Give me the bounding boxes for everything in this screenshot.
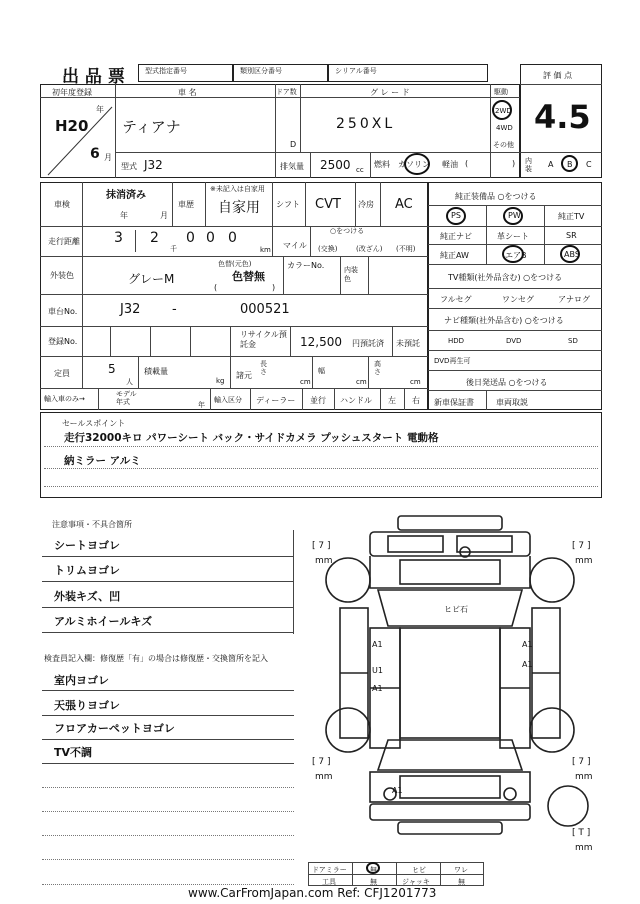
- equip-ps: PS: [451, 211, 461, 220]
- tools-label: 工具: [322, 878, 336, 886]
- dvd-player: DVD再生可: [434, 357, 471, 365]
- equip-airbag: エアB: [505, 251, 527, 260]
- note-item-2: トリムヨゴレ: [54, 564, 120, 577]
- navi-dvd: DVD: [506, 337, 522, 345]
- mileage-digit-3: 0: [186, 230, 195, 246]
- interior-a: A: [548, 160, 554, 169]
- length-label: 長さ: [260, 360, 267, 376]
- steering-right: 右: [412, 396, 420, 405]
- mile-label: マイル: [283, 241, 307, 250]
- person-unit: 人: [126, 378, 133, 386]
- year-unit: 年: [96, 105, 104, 114]
- km-unit: km: [260, 246, 271, 254]
- mileage-digit-1: 3: [114, 230, 123, 246]
- capacity-value: 5: [108, 362, 116, 376]
- shift-value: CVT: [315, 197, 341, 212]
- original-color-label: 色替(元色): [218, 260, 252, 268]
- tools-value: 無: [370, 878, 377, 886]
- tread-front-left: [ 7 ]: [312, 541, 331, 551]
- original-color: 色替無: [232, 270, 265, 283]
- inspector-item-2: 天張りヨゴレ: [54, 699, 120, 712]
- model-year-label: モデル年式: [116, 390, 137, 406]
- manual: 車両取説: [496, 398, 528, 407]
- drive-2wd: 2WD: [495, 107, 512, 115]
- doors-label: ドア数: [276, 88, 297, 96]
- model-year-unit: 年: [198, 401, 205, 409]
- tv-fullseg: フルセグ: [440, 295, 472, 304]
- door-mirror-circle: [366, 862, 380, 874]
- displacement-value: 2500: [320, 158, 351, 172]
- equip-pw-circle: [503, 207, 523, 225]
- jack-value: 無: [458, 878, 465, 886]
- tv-analog: アナログ: [558, 295, 590, 304]
- model-designation-label: 型式指定番号: [145, 67, 187, 75]
- damage-mark-3: A1: [522, 660, 533, 669]
- tread-front-left-unit: mm: [315, 556, 333, 566]
- fuel-diesel: 軽油: [442, 160, 458, 169]
- tread-rear-left-unit: mm: [315, 772, 333, 782]
- recycle-unit: 円預託済: [352, 339, 384, 348]
- recycle-label: リサイクル預託金: [240, 330, 287, 349]
- door-mirror-label: ドアミラー: [312, 866, 347, 874]
- crack-label: ヒビ: [412, 866, 426, 874]
- steering-left: 左: [388, 396, 396, 405]
- displacement-label: 排気量: [280, 162, 304, 171]
- tread-spare: [ T ]: [572, 828, 591, 838]
- import-type-label: 輸入区分: [214, 396, 242, 404]
- equip-abs-circle: [560, 245, 580, 263]
- warranty: 新車保証書: [434, 398, 474, 407]
- odo-altered: (改ざん): [356, 245, 383, 253]
- mileage-digit-5: 0: [228, 230, 237, 246]
- car-name-label: 車 名: [178, 88, 197, 97]
- inspector-item-1: 室内ヨゴレ: [54, 674, 109, 687]
- inspection-year: 年: [120, 211, 128, 220]
- month-unit: 月: [104, 153, 112, 162]
- height-cm: cm: [410, 378, 421, 386]
- parallel-option: 並行: [310, 396, 326, 405]
- mileage-label: 走行距離: [48, 237, 80, 246]
- fuel-other-close: ): [512, 159, 516, 168]
- chassis-label: 車台No.: [48, 307, 78, 316]
- note-item-4: アルミホイールキズ: [54, 615, 153, 628]
- chassis-dash: -: [172, 302, 177, 317]
- interior-c: C: [586, 160, 592, 169]
- equip-navi: 純正ナビ: [440, 232, 472, 241]
- inspector-item-4: TV不調: [54, 746, 93, 759]
- equip-airbag-circle: [502, 245, 524, 263]
- first-reg-year: H20: [55, 117, 89, 135]
- inspector-label: 検査員記入欄：修復歴「有」の場合は修復歴・交換箇所を記入: [44, 654, 268, 663]
- selling-point-line-1: 走行32000キロ パワーシート バック・サイドカメラ プッシュスタート 電動格: [64, 432, 439, 444]
- usage-note: ※未記入は自家用: [210, 185, 265, 193]
- height-label: 高さ: [374, 360, 381, 376]
- selling-points-label: セールスポイント: [62, 419, 126, 428]
- score-label: 評 価 点: [543, 71, 573, 80]
- watermark: www.CarFromJapan.com Ref: CFJ1201773: [188, 886, 437, 900]
- shift-label: シフト: [276, 200, 300, 209]
- exterior-color: グレーM: [128, 272, 175, 286]
- kg-unit: kg: [216, 377, 225, 385]
- damage-mark-4: A1: [392, 786, 403, 795]
- ac-value: AC: [395, 197, 413, 212]
- interior-b: B: [567, 160, 573, 169]
- jack-label: ジャッキ: [402, 878, 430, 886]
- grade-label: グ レ ー ド: [370, 88, 410, 97]
- capacity-label: 定員: [54, 369, 70, 378]
- odo-circle-note: ○をつける: [330, 227, 365, 235]
- equip-leather: 革シート: [497, 232, 529, 241]
- tv-type-title: TV種類(社外品含む) ○をつける: [448, 273, 563, 282]
- width-cm: cm: [356, 378, 367, 386]
- model-value: J32: [144, 158, 163, 172]
- selling-point-line-2: 納ミラー アルミ: [64, 455, 141, 467]
- tread-front-right: [ 7 ]: [572, 541, 591, 551]
- drive-label: 駆動: [494, 88, 508, 96]
- damage-mark-6: A1: [372, 684, 383, 693]
- navi-type-title: ナビ種類(社外品含む) ○をつける: [444, 316, 564, 325]
- page-title: 出 品 票: [62, 67, 125, 87]
- interior-color-label: 内装色: [344, 266, 358, 283]
- ac-label: 冷房: [358, 200, 374, 209]
- equip-abs: ABS: [564, 250, 580, 259]
- note-item-1: シートヨゴレ: [54, 539, 120, 552]
- car-name: ティアナ: [122, 118, 181, 136]
- reg-no-label: 登録No.: [48, 337, 78, 346]
- damage-mark-2: A1: [522, 640, 533, 649]
- cc-unit: cc: [356, 166, 364, 174]
- equip-ps-circle: [446, 207, 466, 225]
- import-label: 輸入車のみ→: [44, 395, 85, 403]
- inspection-month: 月: [160, 211, 168, 220]
- length-cm: cm: [300, 378, 311, 386]
- tread-rear-left: [ 7 ]: [312, 757, 331, 767]
- steering-label: ハンドル: [340, 396, 372, 405]
- equip-sr: SR: [566, 231, 577, 240]
- tv-oneseg: ワンセグ: [502, 295, 534, 304]
- chassis-prefix: J32: [120, 302, 141, 317]
- usage-label: 車歴: [178, 200, 194, 209]
- drive-other: その他: [493, 141, 514, 149]
- interior-b-circle: [561, 155, 578, 172]
- odo-unknown: (不明): [396, 245, 416, 253]
- fuel-gasoline: ガソリン: [398, 160, 430, 169]
- notes-label: 注意事項・不具合箇所: [52, 520, 132, 529]
- drive-2wd-circle: [492, 100, 512, 120]
- equip-pw: PW: [508, 211, 521, 220]
- grade-value: 250XL: [336, 116, 396, 132]
- usage-value: 自家用: [218, 200, 260, 216]
- navi-hdd: HDD: [448, 337, 465, 345]
- break-label: ワレ: [454, 866, 468, 874]
- drive-4wd: 4WD: [496, 124, 513, 132]
- windshield-mark: ヒビ石: [444, 605, 468, 614]
- first-reg-label: 初年度登録: [52, 88, 92, 97]
- score-value: 4.5: [534, 98, 591, 136]
- tread-front-right-unit: mm: [575, 556, 593, 566]
- equipment-title: 純正装備品 ○をつける: [455, 192, 537, 201]
- damage-mark-5: U1: [372, 666, 383, 675]
- thousand-unit: 千: [170, 245, 177, 253]
- category-label: 類別区分番号: [240, 67, 282, 75]
- odo-exchange: (交換): [318, 245, 338, 253]
- fuel-other-open: (: [465, 159, 469, 168]
- chassis-number: 000521: [240, 302, 290, 317]
- damage-mark-1: A1: [372, 640, 383, 649]
- exterior-color-label: 外装色: [50, 271, 74, 280]
- dims-label: 諸元: [236, 371, 252, 380]
- fuel-label: 燃料: [374, 160, 390, 169]
- mileage-digit-4: 0: [206, 230, 215, 246]
- tread-rear-right-unit: mm: [575, 772, 593, 782]
- model-label: 型式: [121, 162, 137, 171]
- inspection-label: 車検: [54, 200, 70, 209]
- tread-spare-unit: mm: [575, 843, 593, 853]
- equip-aw: 純正AW: [440, 251, 469, 260]
- later-title: 後日発送品 ○をつける: [466, 378, 548, 387]
- width-label: 幅: [318, 367, 325, 375]
- recycle-amount: 12,500: [300, 335, 342, 349]
- interior-label: 内装: [525, 157, 532, 173]
- inspector-item-3: フロアカーペットヨゴレ: [54, 722, 175, 735]
- mileage-digit-2: 2: [150, 230, 159, 246]
- first-reg-month: 6: [90, 146, 100, 162]
- inspection-value: 抹消済み: [106, 190, 146, 201]
- load-label: 積載量: [144, 367, 168, 376]
- serial-label: シリアル番号: [335, 67, 377, 75]
- note-item-3: 外装キズ、凹: [54, 590, 121, 603]
- tread-rear-right: [ 7 ]: [572, 757, 591, 767]
- door-d: D: [290, 140, 297, 149]
- car-diagram: [300, 508, 600, 850]
- fuel-gasoline-circle: [404, 153, 430, 175]
- color-no-label: カラーNo.: [287, 261, 325, 270]
- navi-sd: SD: [568, 337, 578, 345]
- door-mirror-none: 無: [370, 866, 377, 874]
- dealer-option: ディーラー: [256, 396, 296, 405]
- equip-tv: 純正TV: [558, 212, 585, 221]
- recycle-unpaid: 未預託: [396, 339, 420, 348]
